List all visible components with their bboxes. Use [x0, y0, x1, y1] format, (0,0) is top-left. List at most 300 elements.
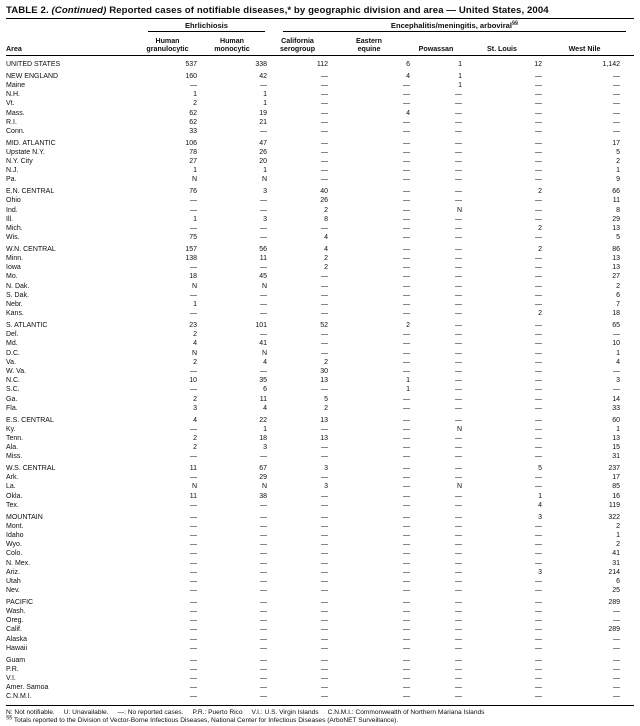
value-cell: 4 [538, 501, 542, 509]
value-cell: 41 [612, 550, 620, 558]
value-cell: — [535, 291, 542, 299]
area-cell: D.C. [6, 349, 20, 357]
table-row [6, 330, 634, 339]
value-cell: — [535, 273, 542, 281]
value-cell: 9 [616, 176, 620, 184]
value-cell: — [613, 635, 620, 643]
table-section [6, 656, 634, 702]
value-cell: 2 [616, 541, 620, 549]
value-cell: — [260, 531, 267, 539]
value-cell: — [613, 331, 620, 339]
value-cell: — [403, 513, 410, 521]
value-cell: 338 [255, 61, 267, 68]
value-cell: 4 [263, 404, 267, 412]
value-cell: — [403, 522, 410, 530]
value-cell: — [321, 531, 328, 539]
table-row [6, 625, 634, 634]
value-cell: 62 [189, 118, 197, 126]
value-cell: — [455, 282, 462, 290]
value-cell: — [260, 234, 267, 242]
table-row [6, 501, 634, 510]
value-cell: — [260, 206, 267, 214]
value-cell: — [190, 310, 197, 318]
value-cell: — [190, 617, 197, 625]
value-cell: — [535, 349, 542, 357]
value-cell: — [403, 301, 410, 309]
value-cell: — [455, 541, 462, 549]
value-cell: — [403, 273, 410, 281]
table-section [6, 513, 634, 596]
value-cell: — [613, 644, 620, 652]
table-row [6, 339, 634, 348]
value-cell: — [613, 684, 620, 692]
value-cell: 15 [612, 444, 620, 452]
table-row [6, 416, 634, 425]
value-cell: — [535, 395, 542, 403]
value-cell: 4 [324, 245, 328, 253]
value-cell: — [535, 91, 542, 99]
value-cell: 5 [324, 395, 328, 403]
value-cell: — [535, 301, 542, 309]
value-cell: N [261, 282, 267, 290]
value-cell: — [190, 224, 197, 232]
area-cell: Mich. [6, 224, 23, 232]
value-cell: 1 [616, 425, 620, 433]
footnote-legend [6, 709, 634, 718]
value-cell: — [321, 541, 328, 549]
value-cell: — [260, 264, 267, 272]
value-cell: — [321, 656, 328, 664]
value-cell: — [455, 167, 462, 175]
value-cell: 6 [263, 386, 267, 394]
value-cell: — [403, 608, 410, 616]
value-cell: 537 [185, 61, 197, 68]
table-row [6, 473, 634, 482]
table-row [6, 464, 634, 473]
value-cell: — [403, 197, 410, 205]
table-row [6, 644, 634, 653]
value-cell: 21 [259, 118, 267, 126]
value-cell: 1 [193, 215, 197, 223]
value-cell: — [535, 416, 542, 424]
value-cell: 78 [189, 148, 197, 156]
value-cell: — [403, 167, 410, 175]
value-cell: — [403, 264, 410, 272]
table-row [6, 492, 634, 501]
value-cell: — [455, 635, 462, 643]
value-cell: 3 [263, 188, 267, 196]
area-cell: N. Dak. [6, 282, 30, 290]
value-cell: — [535, 331, 542, 339]
table-row [6, 206, 634, 215]
column-header-st-louis: St. Louis [487, 44, 517, 53]
value-cell: — [403, 492, 410, 500]
value-cell: 2 [193, 100, 197, 108]
value-cell: 18 [259, 434, 267, 442]
value-cell: — [190, 675, 197, 682]
value-cell: — [455, 234, 462, 242]
table-row [6, 90, 634, 99]
value-cell: — [455, 301, 462, 309]
value-cell: 4 [263, 358, 267, 366]
footnote-marker: §§ [6, 714, 13, 721]
value-cell: — [455, 331, 462, 339]
value-cell: — [260, 656, 267, 664]
value-cell: — [403, 91, 410, 99]
column-header-row [6, 33, 634, 56]
area-cell: N.J. [6, 167, 19, 175]
area-cell: W.S. CENTRAL [6, 465, 56, 473]
value-cell: N [456, 483, 462, 491]
value-cell: — [535, 321, 542, 329]
value-cell: — [403, 587, 410, 595]
column-header-california-serogroup: California serogroup [279, 36, 316, 53]
footnote-legend-item: N: Not notifiable. [6, 708, 55, 716]
value-cell: — [260, 608, 267, 616]
table-row [6, 482, 634, 491]
area-cell: R.I. [6, 118, 17, 126]
value-cell: — [321, 474, 328, 482]
table-row [6, 187, 634, 196]
area-cell: E.N. CENTRAL [6, 188, 55, 196]
table-section [6, 598, 634, 653]
value-cell: — [535, 483, 542, 491]
value-cell: — [455, 264, 462, 272]
value-cell: 2 [538, 188, 542, 196]
value-cell: — [455, 513, 462, 521]
value-cell: 75 [189, 234, 197, 242]
column-header-eastern-equine: Eastern equine [355, 36, 383, 53]
area-cell: Pa. [6, 176, 17, 184]
table-row [6, 443, 634, 452]
value-cell: — [455, 492, 462, 500]
value-cell: — [455, 139, 462, 147]
value-cell: — [260, 522, 267, 530]
area-cell: Ohio [6, 197, 21, 205]
value-cell: — [535, 206, 542, 214]
value-cell: — [321, 665, 328, 673]
value-cell: 65 [612, 321, 620, 329]
value-cell: 10 [189, 377, 197, 385]
value-cell: 40 [320, 188, 328, 196]
value-cell: 5 [538, 465, 542, 473]
value-cell: — [190, 665, 197, 673]
value-cell: 3 [193, 404, 197, 412]
table-title-prefix: TABLE 2. [6, 5, 49, 16]
value-cell: — [190, 425, 197, 433]
value-cell: N [261, 483, 267, 491]
group-header-spacer [6, 21, 138, 33]
value-cell: 1 [458, 72, 462, 80]
area-cell: Calif. [6, 626, 22, 634]
footnote-arbonet: §§ Totals reported to the Division of Vector-Borne Infectious Diseases, National Center for Infectious Diseases (ArboNET Surveillance). [6, 714, 399, 725]
value-cell: — [535, 425, 542, 433]
value-cell: — [190, 587, 197, 595]
value-cell: 322 [608, 513, 620, 521]
value-cell: — [535, 386, 542, 394]
value-cell: 2 [538, 224, 542, 232]
area-cell: Del. [6, 331, 19, 339]
value-cell: 4 [193, 340, 197, 348]
value-cell: — [260, 617, 267, 625]
value-cell: 10 [612, 340, 620, 348]
value-cell: — [260, 598, 267, 606]
value-cell: — [260, 644, 267, 652]
value-cell: — [455, 386, 462, 394]
value-cell: — [190, 541, 197, 549]
table-row [6, 635, 634, 644]
value-cell: — [455, 577, 462, 585]
table-section [6, 464, 634, 510]
value-cell: — [535, 215, 542, 223]
value-cell: 2 [324, 404, 328, 412]
value-cell: — [455, 568, 462, 576]
value-cell: — [535, 693, 542, 701]
value-cell: — [403, 255, 410, 263]
table-row [6, 321, 634, 330]
table-row [6, 683, 634, 692]
value-cell: — [455, 675, 462, 682]
area-cell: S. ATLANTIC [6, 321, 48, 329]
value-cell: 1 [193, 167, 197, 175]
value-cell: 2 [324, 255, 328, 263]
value-cell: — [613, 81, 620, 89]
area-cell: Tenn. [6, 434, 24, 442]
table-row [6, 224, 634, 233]
area-cell: Alaska [6, 635, 28, 643]
area-cell: NEW ENGLAND [6, 72, 59, 80]
table-row [6, 245, 634, 254]
value-cell: — [403, 81, 410, 89]
value-cell: — [321, 301, 328, 309]
value-cell: — [535, 118, 542, 126]
value-cell: — [455, 377, 462, 385]
value-cell: — [190, 453, 197, 461]
value-cell: — [403, 176, 410, 184]
value-cell: 2 [324, 358, 328, 366]
area-cell: Mo. [6, 273, 18, 281]
area-cell: Wyo. [6, 541, 22, 549]
value-cell: 60 [612, 416, 620, 424]
value-cell: — [455, 404, 462, 412]
value-cell: — [455, 176, 462, 184]
table-row [6, 665, 634, 674]
value-cell: — [190, 474, 197, 482]
value-cell: — [403, 139, 410, 147]
value-cell: 18 [612, 310, 620, 318]
value-cell: — [455, 501, 462, 509]
value-cell: 13 [612, 255, 620, 263]
value-cell: 4 [193, 416, 197, 424]
value-cell: — [403, 245, 410, 253]
value-cell: — [321, 453, 328, 461]
value-cell: — [455, 188, 462, 196]
value-cell: — [321, 577, 328, 585]
value-cell: — [321, 492, 328, 500]
area-cell: Iowa [6, 264, 21, 272]
value-cell: — [403, 693, 410, 701]
value-cell: 26 [320, 197, 328, 205]
table-row [6, 586, 634, 595]
value-cell: 29 [612, 215, 620, 223]
value-cell: — [260, 577, 267, 585]
value-cell: — [190, 550, 197, 558]
column-header-human-monocytic: Human monocytic [214, 36, 250, 53]
value-cell: 33 [189, 127, 197, 135]
area-cell: Conn. [6, 127, 25, 135]
value-cell: 2 [616, 282, 620, 290]
area-cell: Ky. [6, 425, 16, 433]
value-cell: — [535, 656, 542, 664]
area-cell: Minn. [6, 255, 24, 263]
value-cell: 138 [185, 255, 197, 263]
table-row [6, 549, 634, 558]
value-cell: 13 [612, 264, 620, 272]
value-cell: — [260, 559, 267, 567]
group-header-encephalitis [267, 21, 627, 33]
area-cell: V.I. [6, 675, 16, 682]
value-cell: — [190, 635, 197, 643]
value-cell: — [535, 559, 542, 567]
value-cell: — [403, 215, 410, 223]
value-cell: 38 [259, 492, 267, 500]
table-row [6, 196, 634, 205]
value-cell: — [403, 444, 410, 452]
table-section [6, 245, 634, 319]
area-cell: La. [6, 483, 16, 491]
value-cell: — [403, 665, 410, 673]
value-cell: — [613, 656, 620, 664]
value-cell: — [260, 684, 267, 692]
value-cell: — [403, 617, 410, 625]
value-cell: 14 [612, 395, 620, 403]
value-cell: — [403, 127, 410, 135]
area-cell: W. Va. [6, 368, 27, 375]
value-cell: 101 [255, 321, 267, 329]
value-cell: 11 [259, 395, 267, 403]
area-cell: E.S. CENTRAL [6, 416, 54, 424]
value-cell: 11 [189, 465, 197, 473]
value-cell: — [535, 72, 542, 80]
value-cell: 27 [189, 158, 197, 166]
value-cell: — [403, 501, 410, 509]
value-cell: — [613, 617, 620, 625]
value-cell: — [403, 465, 410, 473]
area-cell: N.C. [6, 377, 20, 385]
value-cell: — [321, 282, 328, 290]
value-cell: 86 [612, 245, 620, 253]
value-cell: 1 [263, 425, 267, 433]
table-row [6, 254, 634, 263]
value-cell: — [535, 340, 542, 348]
value-cell: — [455, 197, 462, 205]
footnote-legend-item: P.R.: Puerto Rico [192, 708, 243, 716]
value-cell: — [321, 127, 328, 135]
value-cell: 52 [320, 321, 328, 329]
value-cell: — [535, 109, 542, 117]
column-group-header-row [6, 21, 634, 33]
value-cell: — [455, 340, 462, 348]
value-cell: 1 [616, 349, 620, 357]
value-cell: — [613, 100, 620, 108]
value-cell: — [455, 255, 462, 263]
value-cell: 3 [538, 513, 542, 521]
value-cell: 62 [189, 109, 197, 117]
value-cell: 4 [406, 72, 410, 80]
value-cell: 16 [612, 492, 620, 500]
value-cell: 13 [612, 434, 620, 442]
value-cell: 3 [263, 215, 267, 223]
value-cell: — [455, 321, 462, 329]
footnote-legend-item: U: Unavailable. [63, 708, 109, 716]
value-cell: — [455, 434, 462, 442]
area-cell: Va. [6, 358, 16, 366]
value-cell: — [403, 598, 410, 606]
value-cell: — [260, 224, 267, 232]
value-cell: — [321, 349, 328, 357]
value-cell: 6 [406, 61, 410, 68]
value-cell: — [403, 358, 410, 366]
value-cell: — [455, 550, 462, 558]
table-row [6, 349, 634, 358]
value-cell: — [535, 127, 542, 135]
value-cell: — [455, 349, 462, 357]
value-cell: — [321, 425, 328, 433]
value-cell: — [535, 608, 542, 616]
table-row [6, 425, 634, 434]
value-cell: — [190, 626, 197, 634]
value-cell: 1 [406, 386, 410, 394]
value-cell: — [535, 282, 542, 290]
table-row [6, 309, 634, 318]
value-cell: — [321, 608, 328, 616]
value-cell: — [613, 127, 620, 135]
value-cell: 119 [608, 501, 620, 509]
value-cell: — [535, 167, 542, 175]
footnote-marker: §§ [512, 20, 519, 27]
value-cell: — [535, 635, 542, 643]
table-section [6, 416, 634, 462]
value-cell: 11 [189, 492, 197, 500]
value-cell: — [535, 684, 542, 692]
table-row [6, 616, 634, 625]
value-cell: 31 [612, 453, 620, 461]
value-cell: — [535, 522, 542, 530]
value-cell: — [190, 693, 197, 701]
table-row [6, 531, 634, 540]
value-cell: — [455, 617, 462, 625]
value-cell: 3 [324, 483, 328, 491]
value-cell: — [403, 206, 410, 214]
value-cell: — [190, 386, 197, 394]
value-cell: — [455, 368, 462, 375]
area-cell: Md. [6, 340, 18, 348]
value-cell: — [321, 224, 328, 232]
value-cell: — [613, 368, 620, 375]
value-cell: 22 [259, 416, 267, 424]
value-cell: — [535, 100, 542, 108]
value-cell: — [455, 474, 462, 482]
value-cell: — [455, 395, 462, 403]
value-cell: — [321, 444, 328, 452]
value-cell: — [403, 531, 410, 539]
value-cell: 1 [263, 167, 267, 175]
value-cell: — [321, 139, 328, 147]
value-cell: — [455, 644, 462, 652]
value-cell: — [403, 282, 410, 290]
value-cell: — [403, 453, 410, 461]
value-cell: 237 [608, 465, 620, 473]
